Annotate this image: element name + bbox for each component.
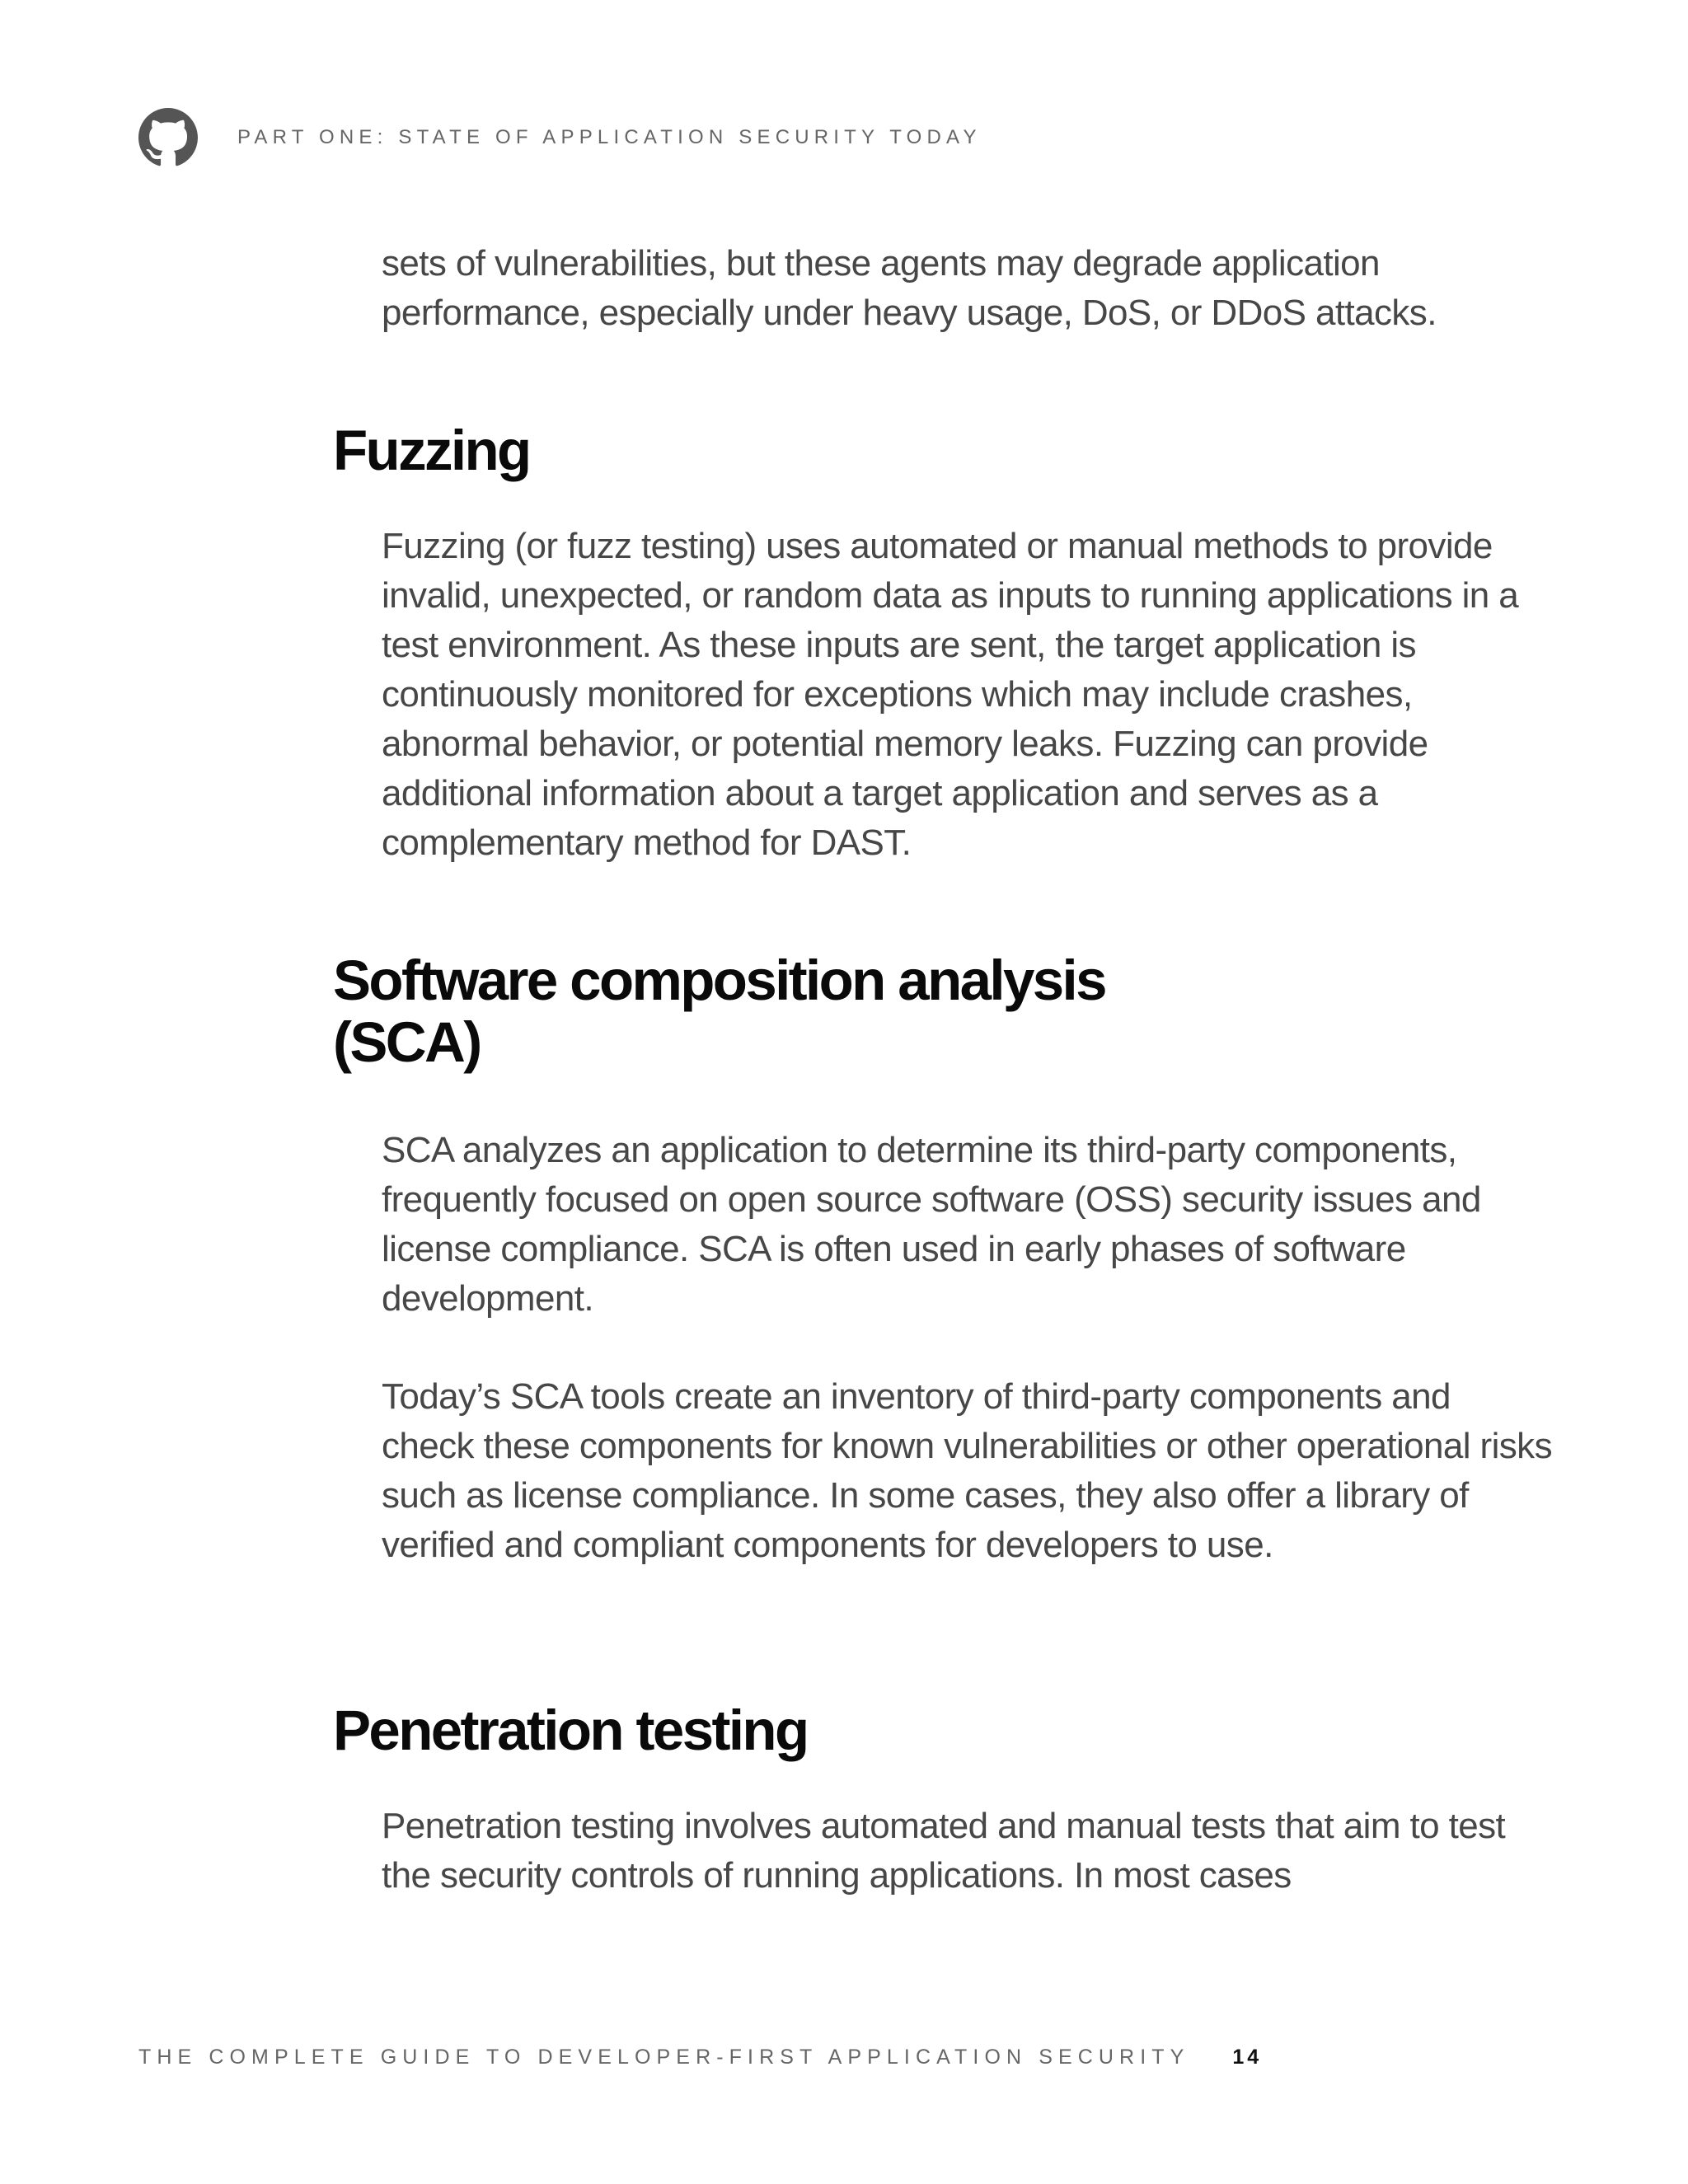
- intro-paragraph: sets of vulnerabilities, but these agents may degrade application performance, especially under heavy usage, DoS, or DDoS attacks.: [382, 243, 1437, 333]
- page-number: 14: [1232, 2046, 1263, 2069]
- sca-paragraph-2: Today’s SCA tools create an inventory of third-party components and check these components for known vulnerabilities or other operational risks such as license compliance. In some cases, they also offer a library of verified and compliant components for developers to use.: [382, 1376, 1552, 1565]
- fuzzing-paragraph: Fuzzing (or fuzz testing) uses automated or manual methods to provide invalid, unexpected, or random data as inputs to running applications in a test environment. As these inputs are sent, the target application is continuously monitored for exceptions which may include crashes, abnormal behavior, or potential memory leaks. Fuzzing can provide additional information about a target application and serves as a complementary method for DAST.: [382, 526, 1519, 863]
- page-header: [138, 109, 982, 166]
- section-heading-penetration-testing: Penetration testing: [333, 1699, 808, 1762]
- page-footer: [138, 2046, 1262, 2069]
- section-heading-sca: Software composition analysis (SCA): [333, 949, 1105, 1074]
- footer-title: THE COMPLETE GUIDE TO DEVELOPER-FIRST APPLICATION SECURITY: [138, 2046, 1190, 2069]
- github-octocat-icon: [138, 108, 198, 167]
- section-heading-fuzzing: Fuzzing: [333, 419, 530, 482]
- penetration-testing-paragraph: Penetration testing involves automated and manual tests that aim to test the security controls of running applications. In most cases: [382, 1806, 1506, 1896]
- sca-paragraph-1: SCA analyzes an application to determine its third-party components, frequently focused on open source software (OSS) security issues and license compliance. SCA is often used in early phases of software development.: [382, 1130, 1481, 1319]
- running-head: PART ONE: STATE OF APPLICATION SECURITY TODAY: [237, 126, 982, 148]
